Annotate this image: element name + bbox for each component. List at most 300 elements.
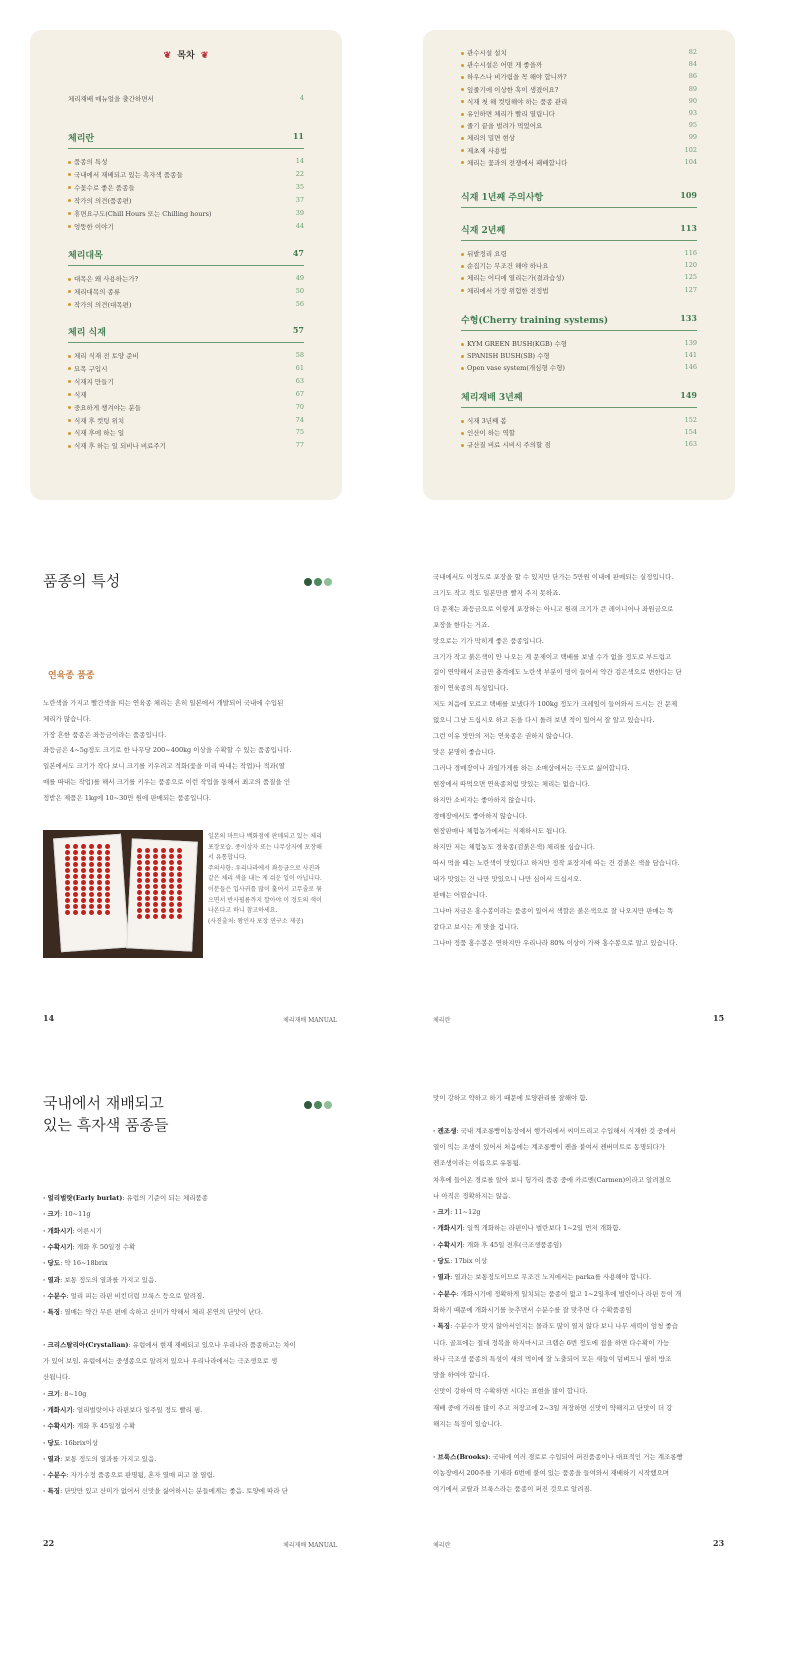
spec-line (433, 1289, 681, 1298)
body-text-line: 내가 맛있는 건 나만 맛있으니 나만 심어서 드십시오. (433, 875, 582, 884)
bullet-dot-icon (461, 420, 464, 423)
bullet-dot-icon (68, 380, 71, 383)
toc-item-page: 84 (688, 60, 697, 69)
cherry-fruit (161, 866, 166, 871)
subhead: 연육종 품종 (48, 671, 95, 681)
toc-item[interactable] (68, 377, 304, 386)
spec-value: : 보통 정도의 열과를 가지고 있음. (60, 1275, 157, 1284)
toc-item[interactable] (461, 146, 697, 155)
toc-item[interactable] (68, 170, 304, 179)
bullet-dot-icon (461, 137, 464, 140)
spec-label: · 크기 (43, 1389, 61, 1398)
photo-caption-line: 으면서 반사필름까지 깔아야 이 정도의 색이 (208, 896, 322, 904)
spec-line (433, 1468, 669, 1477)
bullet-dot-icon (68, 367, 71, 370)
spec-label: · 브룩스(Brooks) (433, 1452, 489, 1461)
toc-item-label: 휴면요구도(Chill Hours 또는 Chilling hours) (74, 209, 212, 218)
toc-preface-page: 4 (299, 94, 304, 102)
toc-item-label: 뒤밭정리 요령 (467, 250, 507, 258)
toc-section-heading[interactable] (68, 131, 304, 149)
spec-value: : 10~11g (60, 1210, 91, 1219)
toc-item-page: 63 (295, 376, 304, 385)
cherry-fruit (73, 874, 78, 879)
toc-item[interactable] (68, 351, 304, 360)
toc-item[interactable] (461, 72, 697, 81)
cherry-fruit (161, 902, 166, 907)
spec-value: 나 아직은 정확하지는 않음. (433, 1191, 511, 1200)
cherry-fruit (89, 862, 94, 867)
body-text-line: 그러나 경매장이나 과일가게를 하는 소매상에서는 극도로 싫어합니다. (433, 763, 630, 772)
cherry-fruit (137, 914, 142, 919)
spec-line (433, 1305, 632, 1314)
spec-value: : 일찍 개화하는 라핀이나 벌란보다 1~2일 먼저 개화함. (462, 1224, 621, 1233)
toc-item-label: 하우스나 비가림을 꼭 해야 합니까? (467, 73, 567, 82)
body-text-line: 좌등금은 4~5g정도 크기로 한 나무당 200~400kg 이상을 수확할 수 있는 품종입니다. (43, 746, 292, 755)
toc-section-heading[interactable] (461, 313, 697, 331)
photo-caption-line: 나온다고 하니 참고하세요. (208, 907, 278, 915)
body-text-line: 노란색을 가지고 빨간색을 띠는 연육종 체리는 흔히 일본에서 개발되어 국내에 수입된 (43, 699, 284, 707)
toc-item-page: 22 (295, 169, 304, 178)
toc-section-page: 133 (680, 313, 697, 323)
photo-caption-line: (사진출처: 왕인자 포장 연구소 제공) (208, 917, 304, 925)
toc-item-page: 49 (295, 274, 304, 282)
cherry-fruit (81, 892, 86, 897)
toc-item[interactable] (461, 121, 697, 130)
toc-item-label: 식재지 만들기 (74, 377, 114, 386)
cherry-fruit (81, 844, 86, 849)
cherry-fruit (161, 854, 166, 859)
body-text-line: 따서 먹을 때는 노란색이 맛있다고 하지만 정작 포장지에 따는 건 검붉은 색을 담습니다. (433, 859, 680, 868)
toc-item[interactable] (68, 209, 304, 218)
bullet-dot-icon (68, 225, 71, 228)
spec-value: 신맛이 강하여 딱 수확하면 시다는 표현을 많이 합니다. (433, 1387, 588, 1396)
cherry-fruit (137, 878, 142, 883)
toc-item[interactable] (461, 109, 697, 118)
body-text-line: 점이 연육종의 특성입니다. (433, 684, 509, 693)
toc-item[interactable] (461, 428, 697, 437)
body-text-line: 맛은 분명히 좋습니다. (433, 747, 496, 756)
cherry-fruit (97, 868, 102, 873)
cherry-fruit (161, 878, 166, 883)
bullet-dot-icon (461, 64, 464, 67)
bullet-dot-icon (461, 277, 464, 280)
bullet-dot-icon (461, 253, 464, 256)
spec-value: : 개화 후 45일 전후(극조생품종임) (462, 1240, 562, 1249)
toc-item-page: 14 (295, 157, 304, 165)
toc-item-page: 56 (295, 299, 304, 308)
cherry-fruit (137, 908, 142, 913)
spec-value: : 열과는 보통정도이므로 무조건 노지에서는 parka를 사용해야 합니다. (450, 1273, 652, 1282)
spec-value: : 유럽에서 현재 재배되고 있으나 우리나라 품종하고는 차이 (128, 1340, 296, 1349)
toc-item[interactable] (461, 273, 697, 282)
toc-item-label: 순집기는 무조건 해야 하나요 (467, 262, 549, 271)
toc-item-label: 제초제 사용법 (467, 146, 507, 155)
bullet-dot-icon (68, 393, 71, 396)
toc-item-page: 35 (295, 182, 304, 191)
cherry-fruit (97, 874, 102, 879)
cherry-fruit (145, 884, 150, 889)
cherry-fruit (161, 908, 166, 913)
cherry-fruit (89, 868, 94, 873)
toc-item[interactable] (461, 339, 697, 348)
bullet-dot-icon (461, 444, 464, 447)
toc-item-label: 체리는 꽃과의 전쟁에서 패배합니다 (467, 158, 568, 167)
cherry-fruit (105, 910, 110, 915)
cherry-fruit (161, 872, 166, 877)
toc-section-heading[interactable] (68, 325, 304, 343)
spec-label: · 수분수 (43, 1471, 67, 1480)
toc-item[interactable] (461, 351, 697, 360)
leaf-ornament-icon: ❦ (200, 51, 209, 61)
cherry-fruit (169, 872, 174, 877)
spec-value: 가 있어 보임. 유럽에서는 중생종으로 알려져 있으나 우리나라에서는 극조생으로 생 (43, 1357, 278, 1365)
toc-item-page: 44 (295, 221, 304, 230)
cherry-fruit (161, 890, 166, 895)
spec-label: · 개화시기 (433, 1224, 463, 1233)
toc-item-label: 체리는 어디에 열리는가(결과습성) (467, 274, 565, 283)
spec-line (433, 1240, 562, 1249)
toc-item-page: 61 (295, 363, 304, 372)
toc-section-page: 113 (680, 223, 697, 233)
toc-item-label: 작가의 의견(대목편) (74, 300, 132, 309)
toc-item-label: 식재 후 하는 일 되비나 비료주기 (74, 442, 166, 451)
cherry-fruit (145, 872, 150, 877)
toc-item-label: 대목은 왜 사용하는가? (74, 275, 139, 283)
spec-value: 재배 중에 가리를 많이 주고 저장고에 2~3일 저장하면 신맛이 약해지고 단맛이 더 강 (433, 1403, 673, 1412)
toc-section-title: 식재 2년째 (461, 226, 506, 236)
toc-item-page: 58 (295, 351, 304, 359)
dot-light (324, 1101, 332, 1109)
toc-item[interactable] (461, 261, 697, 270)
page-number: 14 (43, 1013, 55, 1023)
spec-line (43, 1193, 208, 1202)
spec-value: : 열매는 약간 무른 편에 속하고 산미가 약해서 체리 본연의 단맛이 난다. (60, 1308, 263, 1317)
bullet-dot-icon (68, 278, 71, 281)
bullet-dot-icon (461, 161, 464, 164)
toc-item[interactable] (68, 274, 304, 283)
running-footer: 체리란 (433, 1017, 451, 1024)
toc-item[interactable] (461, 286, 697, 295)
toc-section-page: 149 (680, 390, 697, 400)
cherry-fruit (177, 854, 182, 859)
cherry-fruit (177, 896, 182, 901)
spec-label: · 개화시기 (43, 1405, 73, 1414)
cherry-fruit (89, 850, 94, 855)
page-number: 15 (713, 1013, 725, 1023)
cherry-fruit (89, 880, 94, 885)
bullet-dot-icon (461, 149, 464, 152)
cherry-fruit (137, 890, 142, 895)
cherry-fruit (105, 850, 110, 855)
cherry-fruit (89, 910, 94, 915)
spec-value: : 단맛만 있고 산미가 없어서 신맛을 싫어하시는 분들에게는 좋음. 토양에 따라 단 (60, 1487, 289, 1496)
toc-item-page: 37 (295, 195, 304, 204)
spec-line (43, 1242, 135, 1251)
toc-item-page: 116 (684, 249, 697, 257)
toc-preface[interactable] (68, 94, 304, 103)
cherry-fruit (73, 880, 78, 885)
spec-value: : 개화시기에 정확하게 일치되는 품종이 없고 1~2일후에 벌란이나 라핀 등이 개 (456, 1289, 682, 1298)
spec-value: 켄조생이라는 이름으로 유통됨. (433, 1159, 521, 1168)
spec-value: : 약 16~18brix (60, 1259, 108, 1268)
bullet-dot-icon (461, 52, 464, 55)
spec-line (433, 1175, 671, 1184)
cherry-fruit (105, 868, 110, 873)
spec-line (433, 1207, 481, 1216)
toc-item[interactable] (68, 183, 304, 192)
bullet-dot-icon (68, 186, 71, 189)
spec-value: : 자가수정 품종으로 판명됨, 혼자 열매 피고 잘 열림. (66, 1471, 215, 1480)
cherry-fruit (137, 902, 142, 907)
toc-item-page: 120 (684, 261, 697, 270)
toc-item-page: 141 (684, 351, 697, 360)
toc-item[interactable] (68, 196, 304, 205)
body-text-line: 더 문제는 좌등금으로 이렇게 포장하는 아니고 원래 크기가 큰 레이니어나 좌원금으로 (433, 604, 674, 613)
spec-label: · 수확시기 (43, 1242, 73, 1251)
bullet-dot-icon (461, 76, 464, 79)
toc-item-page: 50 (295, 286, 304, 295)
cherry-fruit (145, 866, 150, 871)
toc-item[interactable] (461, 416, 697, 425)
cherry-fruit (97, 856, 102, 861)
cherry-fruit (169, 914, 174, 919)
toc-section-heading[interactable] (461, 390, 697, 408)
toc-item[interactable] (68, 416, 304, 425)
toc-card-right (423, 30, 735, 500)
cherry-box-photo (43, 830, 203, 958)
cherry-fruit (153, 854, 158, 859)
toc-item-page: 99 (688, 133, 697, 142)
toc-item[interactable] (68, 300, 304, 309)
body-text-line: 정받은 제품은 1kg에 10~30만 원에 판매되는 품종입니다. (43, 793, 211, 802)
cherry-fruit (81, 904, 86, 909)
spec-value: 해지는 특징이 있습니다. (433, 1420, 502, 1428)
cherry-fruit (169, 896, 174, 901)
toc-item-label: 체리대목의 종류 (74, 287, 121, 296)
cherry-fruit (105, 892, 110, 897)
cherry-fruit (65, 862, 70, 867)
bullet-dot-icon (68, 445, 71, 448)
cherry-fruit (169, 854, 174, 859)
cherry-fruit (161, 860, 166, 865)
toc-item[interactable] (68, 441, 304, 450)
spec-value: 이농장에서 200주를 기세라 6번에 붙여 있는 품종을 들여와서 재배하기 시작했으며 (433, 1468, 670, 1477)
spec-line (433, 1354, 671, 1363)
spec-value: : 보통 정도의 열과를 가지고 있음. (60, 1454, 157, 1463)
cherry-fruit (97, 844, 102, 849)
page-title-line2: 있는 흑자색 품종들 (43, 1116, 169, 1134)
cherry-fruit (153, 902, 158, 907)
spec-line (43, 1486, 288, 1495)
spec-label: · 열과 (43, 1275, 61, 1284)
toc-item-page: 67 (295, 389, 304, 398)
bullet-dot-icon (461, 432, 464, 435)
cherry-fruit (161, 896, 166, 901)
spec-line (43, 1372, 70, 1381)
cherry-fruit (73, 886, 78, 891)
toc-item-page: 154 (684, 428, 697, 437)
spec-value: 차후에 들어온 경로를 알아 보니 헝가리 품종 중에 카르멘(Carmen)이라고 알려졌으 (433, 1175, 672, 1184)
spec-line (43, 1209, 91, 1218)
toc-item[interactable] (461, 97, 697, 106)
cherry-fruit (177, 860, 182, 865)
toc-item[interactable] (68, 390, 304, 399)
spec-value: 화하기 때문에 개화시기를 늦추면서 수분수를 잘 맞추면 다 수확품종임 (433, 1305, 632, 1314)
body-text-line: 그나마 지금은 홍수봉이라는 품종이 있어서 색깔은 붉은색으로 잘 나오지만 판매는 똑 (433, 906, 674, 915)
toc-item-page: 152 (684, 416, 697, 424)
spec-label: · 수분수 (43, 1291, 67, 1300)
toc-card-left (30, 30, 342, 500)
bullet-dot-icon (461, 367, 464, 370)
spec-label: · 개화시기 (43, 1226, 73, 1235)
toc-item-page: 125 (684, 273, 697, 282)
cherry-fruit (97, 862, 102, 867)
toc-item[interactable] (461, 158, 697, 167)
body-text-line: 경매장에서도 좋아하지 않습니다. (433, 811, 528, 820)
bullet-dot-icon (68, 419, 71, 422)
spec-line (433, 1272, 651, 1281)
cherry-fruit (177, 848, 182, 853)
cherry-fruit (97, 898, 102, 903)
spec-line (43, 1470, 215, 1479)
toc-item[interactable] (68, 364, 304, 373)
spec-value: : 유럽의 기준이 되는 체리품종 (122, 1194, 209, 1202)
toc-item-label: SPANISH BUSH(SB) 수형 (467, 352, 550, 361)
page-title: 품종의 특성 (43, 572, 121, 590)
section-dots (302, 1094, 332, 1113)
spec-label: · 수확시기 (433, 1240, 463, 1249)
cherry-fruit (73, 856, 78, 861)
toc-item-label: 관수시설은 어떤 게 좋을까 (467, 61, 543, 70)
cherry-fruit (81, 910, 86, 915)
toc-item-label: 식재 후 컷팅 위치 (74, 416, 125, 425)
cherry-fruit (97, 880, 102, 885)
toc-item[interactable] (461, 85, 697, 94)
cherry-fruit (105, 898, 110, 903)
toc-item-label: 묘목 구입시 (74, 364, 108, 373)
toc-item[interactable] (461, 363, 697, 372)
cherry-fruit (73, 868, 78, 873)
cherry-fruit (137, 896, 142, 901)
spec-line (433, 1419, 502, 1428)
spec-line (43, 1421, 135, 1430)
cherry-fruit (97, 850, 102, 855)
toc-item[interactable] (68, 287, 304, 296)
toc-section-heading[interactable] (461, 223, 697, 241)
spec-line (433, 1093, 588, 1102)
toc-item[interactable] (68, 157, 304, 166)
cherry-fruit (105, 880, 110, 885)
toc-item[interactable] (68, 428, 304, 437)
toc-preface-label: 체리재배 매뉴얼을 출간하면서 (68, 95, 154, 103)
toc-item[interactable] (68, 403, 304, 412)
cherry-fruit (153, 872, 158, 877)
toc-section-title: 체리대목 (68, 251, 103, 261)
toc-item-page: 90 (688, 96, 697, 105)
toc-section-heading[interactable] (461, 190, 697, 208)
toc-section-heading[interactable] (68, 248, 304, 266)
toc-item-label: 국내에서 재배되고 있는 흑자색 품종들 (74, 170, 183, 179)
cherry-fruit (73, 844, 78, 849)
cherry-fruit (89, 874, 94, 879)
toc-item-label: 품종의 특성 (74, 158, 108, 166)
cherry-fruit (105, 862, 110, 867)
photo-caption-line: 같은 체리 색을 내는 게 쉬운 일이 아닙니다. (208, 875, 322, 883)
spec-label: · 특징 (43, 1487, 61, 1496)
toc-section-title: 수형(Cherry training systems) (461, 316, 609, 326)
spec-label: · 켄조생 (433, 1126, 457, 1135)
bullet-dot-icon (461, 125, 464, 128)
toc-section-page: 47 (292, 248, 304, 258)
cherry-fruit (73, 892, 78, 897)
toc-item-page: 163 (684, 440, 697, 449)
cherry-fruit (81, 880, 86, 885)
spec-value: 여기에서 코랄과 브룩스라는 품종이 퍼진 것으로 알려짐. (433, 1485, 592, 1494)
toc-item[interactable] (461, 60, 697, 69)
toc-item-label: 유인하면 체리가 빨리 열립니다 (467, 110, 555, 118)
toc-item[interactable] (461, 48, 697, 57)
spec-line (43, 1307, 263, 1316)
toc-item-page: 86 (688, 72, 697, 81)
photo-caption-line: 이분들은 입사귀를 많이 훑어서 고무줄로 묶 (208, 886, 322, 893)
toc-item-label: 규산질 비료 시비시 주의할 점 (467, 441, 551, 450)
cherry-fruit (145, 878, 150, 883)
body-text-line: 같다고 보시는 게 맞을 겁니다. (433, 922, 519, 931)
toc-item[interactable] (461, 133, 697, 142)
dot-dark (304, 1101, 312, 1109)
cherry-fruit (161, 884, 166, 889)
cherry-fruit (97, 904, 102, 909)
cherry-fruit (169, 908, 174, 913)
toc-item[interactable] (461, 249, 697, 258)
cherry-fruit (145, 848, 150, 853)
toc-item-label: 체리의 밀면 현상 (467, 134, 516, 143)
spec-value: 열이 익는 조생이 있어서 처음에는 계조롱빵이 켄을 붙여서 켄버미트로 동명되다가 (433, 1142, 666, 1151)
body-text-line: 크기도 작고 적도 일본만큼 빨지 주지 못하죠. (433, 588, 561, 597)
spec-line (43, 1275, 156, 1284)
bullet-dot-icon (68, 199, 71, 202)
toc-item-page: 75 (295, 428, 304, 437)
toc-item[interactable] (68, 222, 304, 231)
spec-line (433, 1403, 672, 1412)
section-dots (302, 571, 332, 590)
cherry-fruit (177, 902, 182, 907)
spec-line (43, 1258, 108, 1267)
toc-item-page: 82 (688, 48, 697, 56)
toc-item-label: 식재 (74, 390, 87, 399)
cherry-fruit (65, 844, 70, 849)
cherry-fruit (65, 892, 70, 897)
cherry-fruit (137, 872, 142, 877)
spec-line (433, 1338, 669, 1347)
cherry-fruit (169, 860, 174, 865)
spec-value: : 개화 후 45일경 수확 (72, 1422, 136, 1431)
cherry-fruit (145, 914, 150, 919)
cherry-fruit (161, 848, 166, 853)
cherry-fruit (73, 862, 78, 867)
spec-line (433, 1142, 665, 1151)
toc-item-label: 식재 3년째 봄 (467, 417, 507, 425)
body-text-line: 현장에서 따먹으면 연육종처럼 맛있는 체리는 없습니다. (433, 779, 590, 788)
cherry-fruit (177, 872, 182, 877)
cherry-fruit (73, 898, 78, 903)
spec-label: · 당도 (43, 1438, 61, 1447)
bullet-dot-icon (68, 212, 71, 215)
bullet-dot-icon (461, 355, 464, 358)
toc-item[interactable] (461, 440, 697, 449)
toc-item-label: 식재 첫 해 컷팅해야 하는 품종 관리 (467, 97, 568, 106)
dot-mid (314, 1101, 322, 1109)
